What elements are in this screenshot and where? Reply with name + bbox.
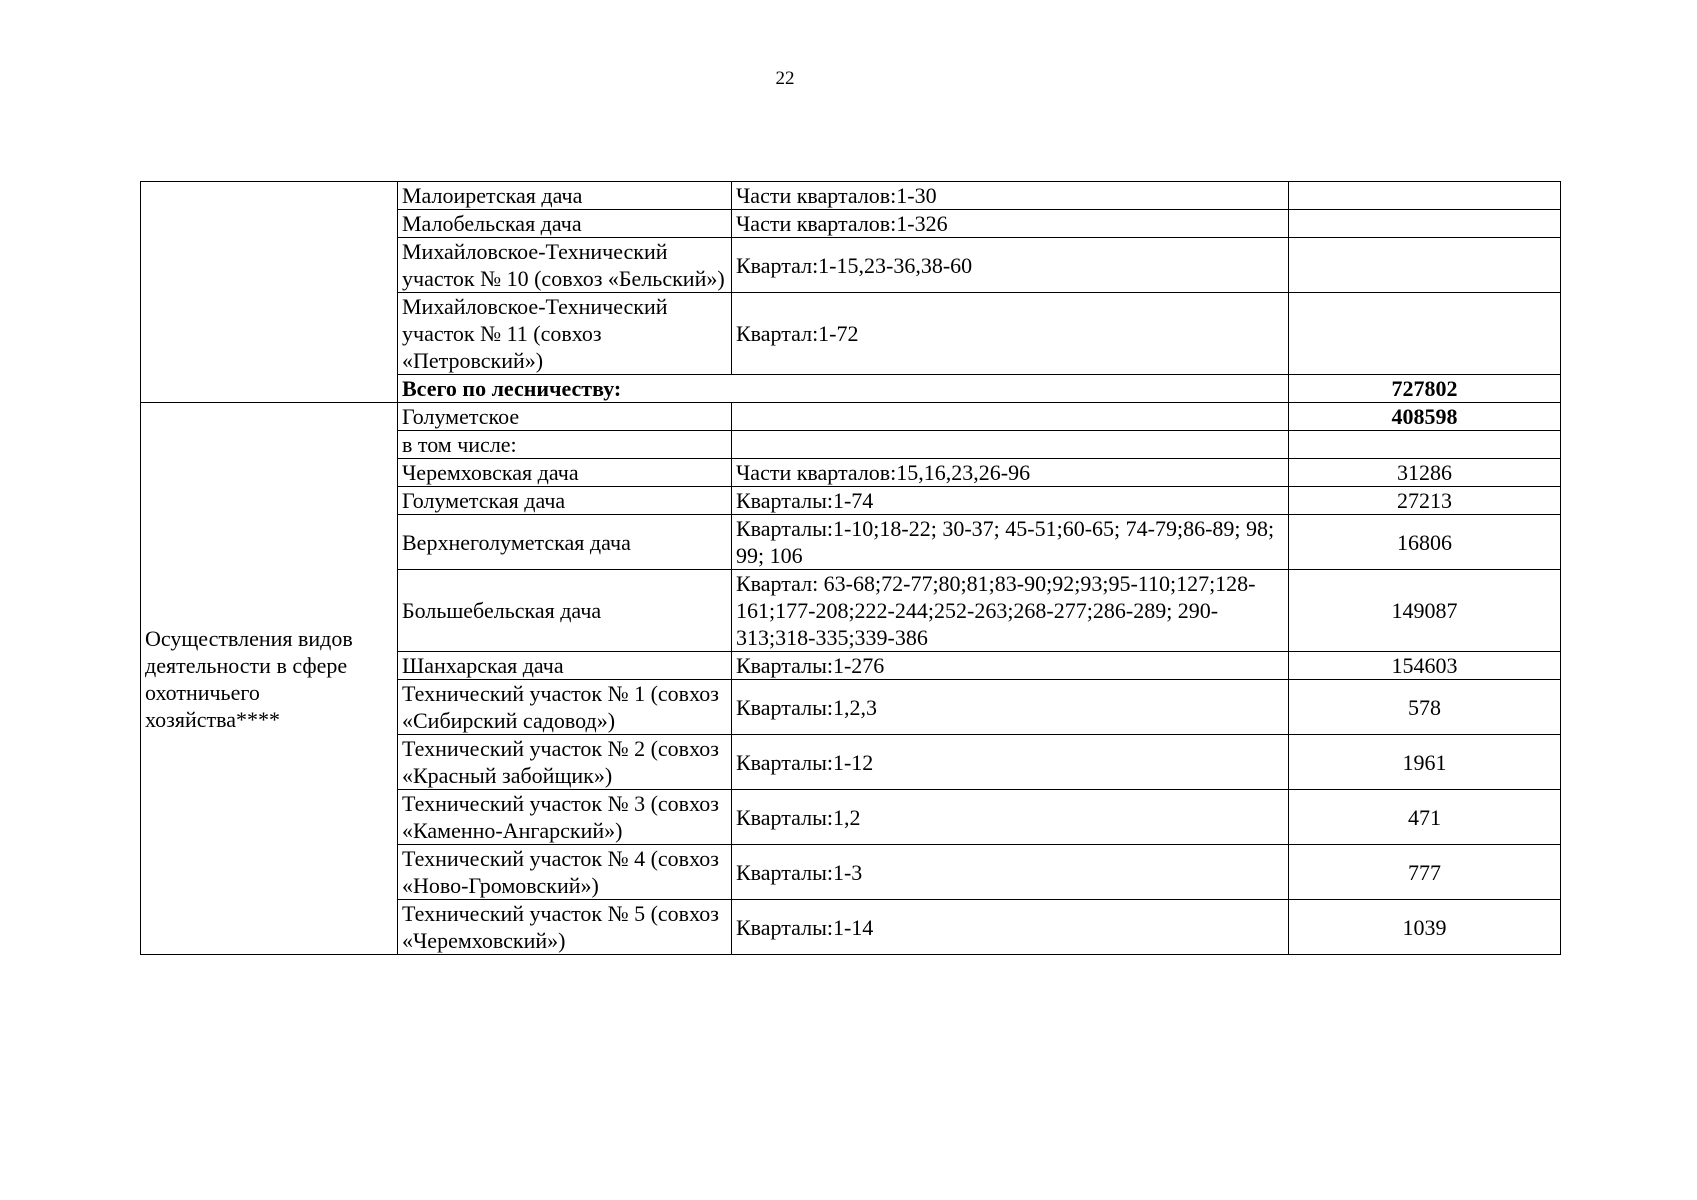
dacha-name-cell: Малобельская дача [398,210,732,238]
area-cell: 154603 [1289,652,1561,680]
dacha-name-cell: Шанхарская дача [398,652,732,680]
area-cell: 777 [1289,845,1561,900]
dacha-name-cell: Голуметская дача [398,487,732,515]
quarters-cell: Кварталы:1-10;18-22; 30-37; 45-51;60-65; 74-79;86-89; 98; 99; 106 [732,515,1289,570]
area-cell [1289,293,1561,375]
quarters-cell [732,403,1289,431]
quarters-cell: Квартал:1-72 [732,293,1289,375]
area-cell: 471 [1289,790,1561,845]
dacha-name-cell: Технический участок № 5 (совхоз «Черемховский») [398,900,732,955]
purpose-cell-empty [141,182,398,403]
area-cell: 16806 [1289,515,1561,570]
quarters-cell: Части кварталов:1-326 [732,210,1289,238]
dacha-name-cell: Михайловское-Технический участок № 11 (совхоз «Петровский») [398,293,732,375]
quarters-cell: Кварталы:1-12 [732,735,1289,790]
dacha-name-cell: Черемховская дача [398,459,732,487]
quarters-cell: Кварталы:1-14 [732,900,1289,955]
quarters-cell [732,431,1289,459]
total-value: 727802 [1289,375,1561,403]
area-cell: 1961 [1289,735,1561,790]
dacha-name-cell: Технический участок № 2 (совхоз «Красный забойщик») [398,735,732,790]
dacha-name-cell: Технический участок № 3 (совхоз «Каменно-Ангарский») [398,790,732,845]
dacha-name-cell: Малоиретская дача [398,182,732,210]
page-number: 22 [775,68,795,89]
table-row [141,403,1561,431]
quarters-cell: Кварталы:1-3 [732,845,1289,900]
dacha-name-cell: Верхнеголуметская дача [398,515,732,570]
area-cell [1289,431,1561,459]
quarters-cell: Части кварталов:15,16,23,26-96 [732,459,1289,487]
forestry-table [140,181,1561,955]
quarters-cell: Квартал: 63-68;72-77;80;81;83-90;92;93;95-110;127;128-161;177-208;222-244;252-263;268-277;286-289; 290-313;318-335;339-386 [732,570,1289,652]
dacha-name-cell: Михайловское-Технический участок № 10 (совхоз «Бельский») [398,238,732,293]
table-row [141,182,1561,210]
area-cell [1289,210,1561,238]
quarters-cell: Кварталы:1,2,3 [732,680,1289,735]
quarters-cell: Квартал:1-15,23-36,38-60 [732,238,1289,293]
area-cell [1289,238,1561,293]
including-label: в том числе: [398,431,732,459]
area-cell: 578 [1289,680,1561,735]
area-cell [1289,182,1561,210]
area-cell: 149087 [1289,570,1561,652]
dacha-name-cell: Технический участок № 4 (совхоз «Ново-Громовский») [398,845,732,900]
quarters-cell: Кварталы:1-276 [732,652,1289,680]
dacha-name-cell: Технический участок № 1 (совхоз «Сибирский садовод») [398,680,732,735]
area-cell: 31286 [1289,459,1561,487]
forestry-area-cell: 408598 [1289,403,1561,431]
purpose-cell: Осуществления видов деятельности в сфере охотничьего хозяйства**** [141,403,398,955]
forestry-name-cell: Голуметское [398,403,732,431]
quarters-cell: Кварталы:1,2 [732,790,1289,845]
quarters-cell: Части кварталов:1-30 [732,182,1289,210]
dacha-name-cell: Большебельская дача [398,570,732,652]
area-cell: 1039 [1289,900,1561,955]
area-cell: 27213 [1289,487,1561,515]
quarters-cell: Кварталы:1-74 [732,487,1289,515]
total-label: Всего по лесничеству: [398,375,1289,403]
